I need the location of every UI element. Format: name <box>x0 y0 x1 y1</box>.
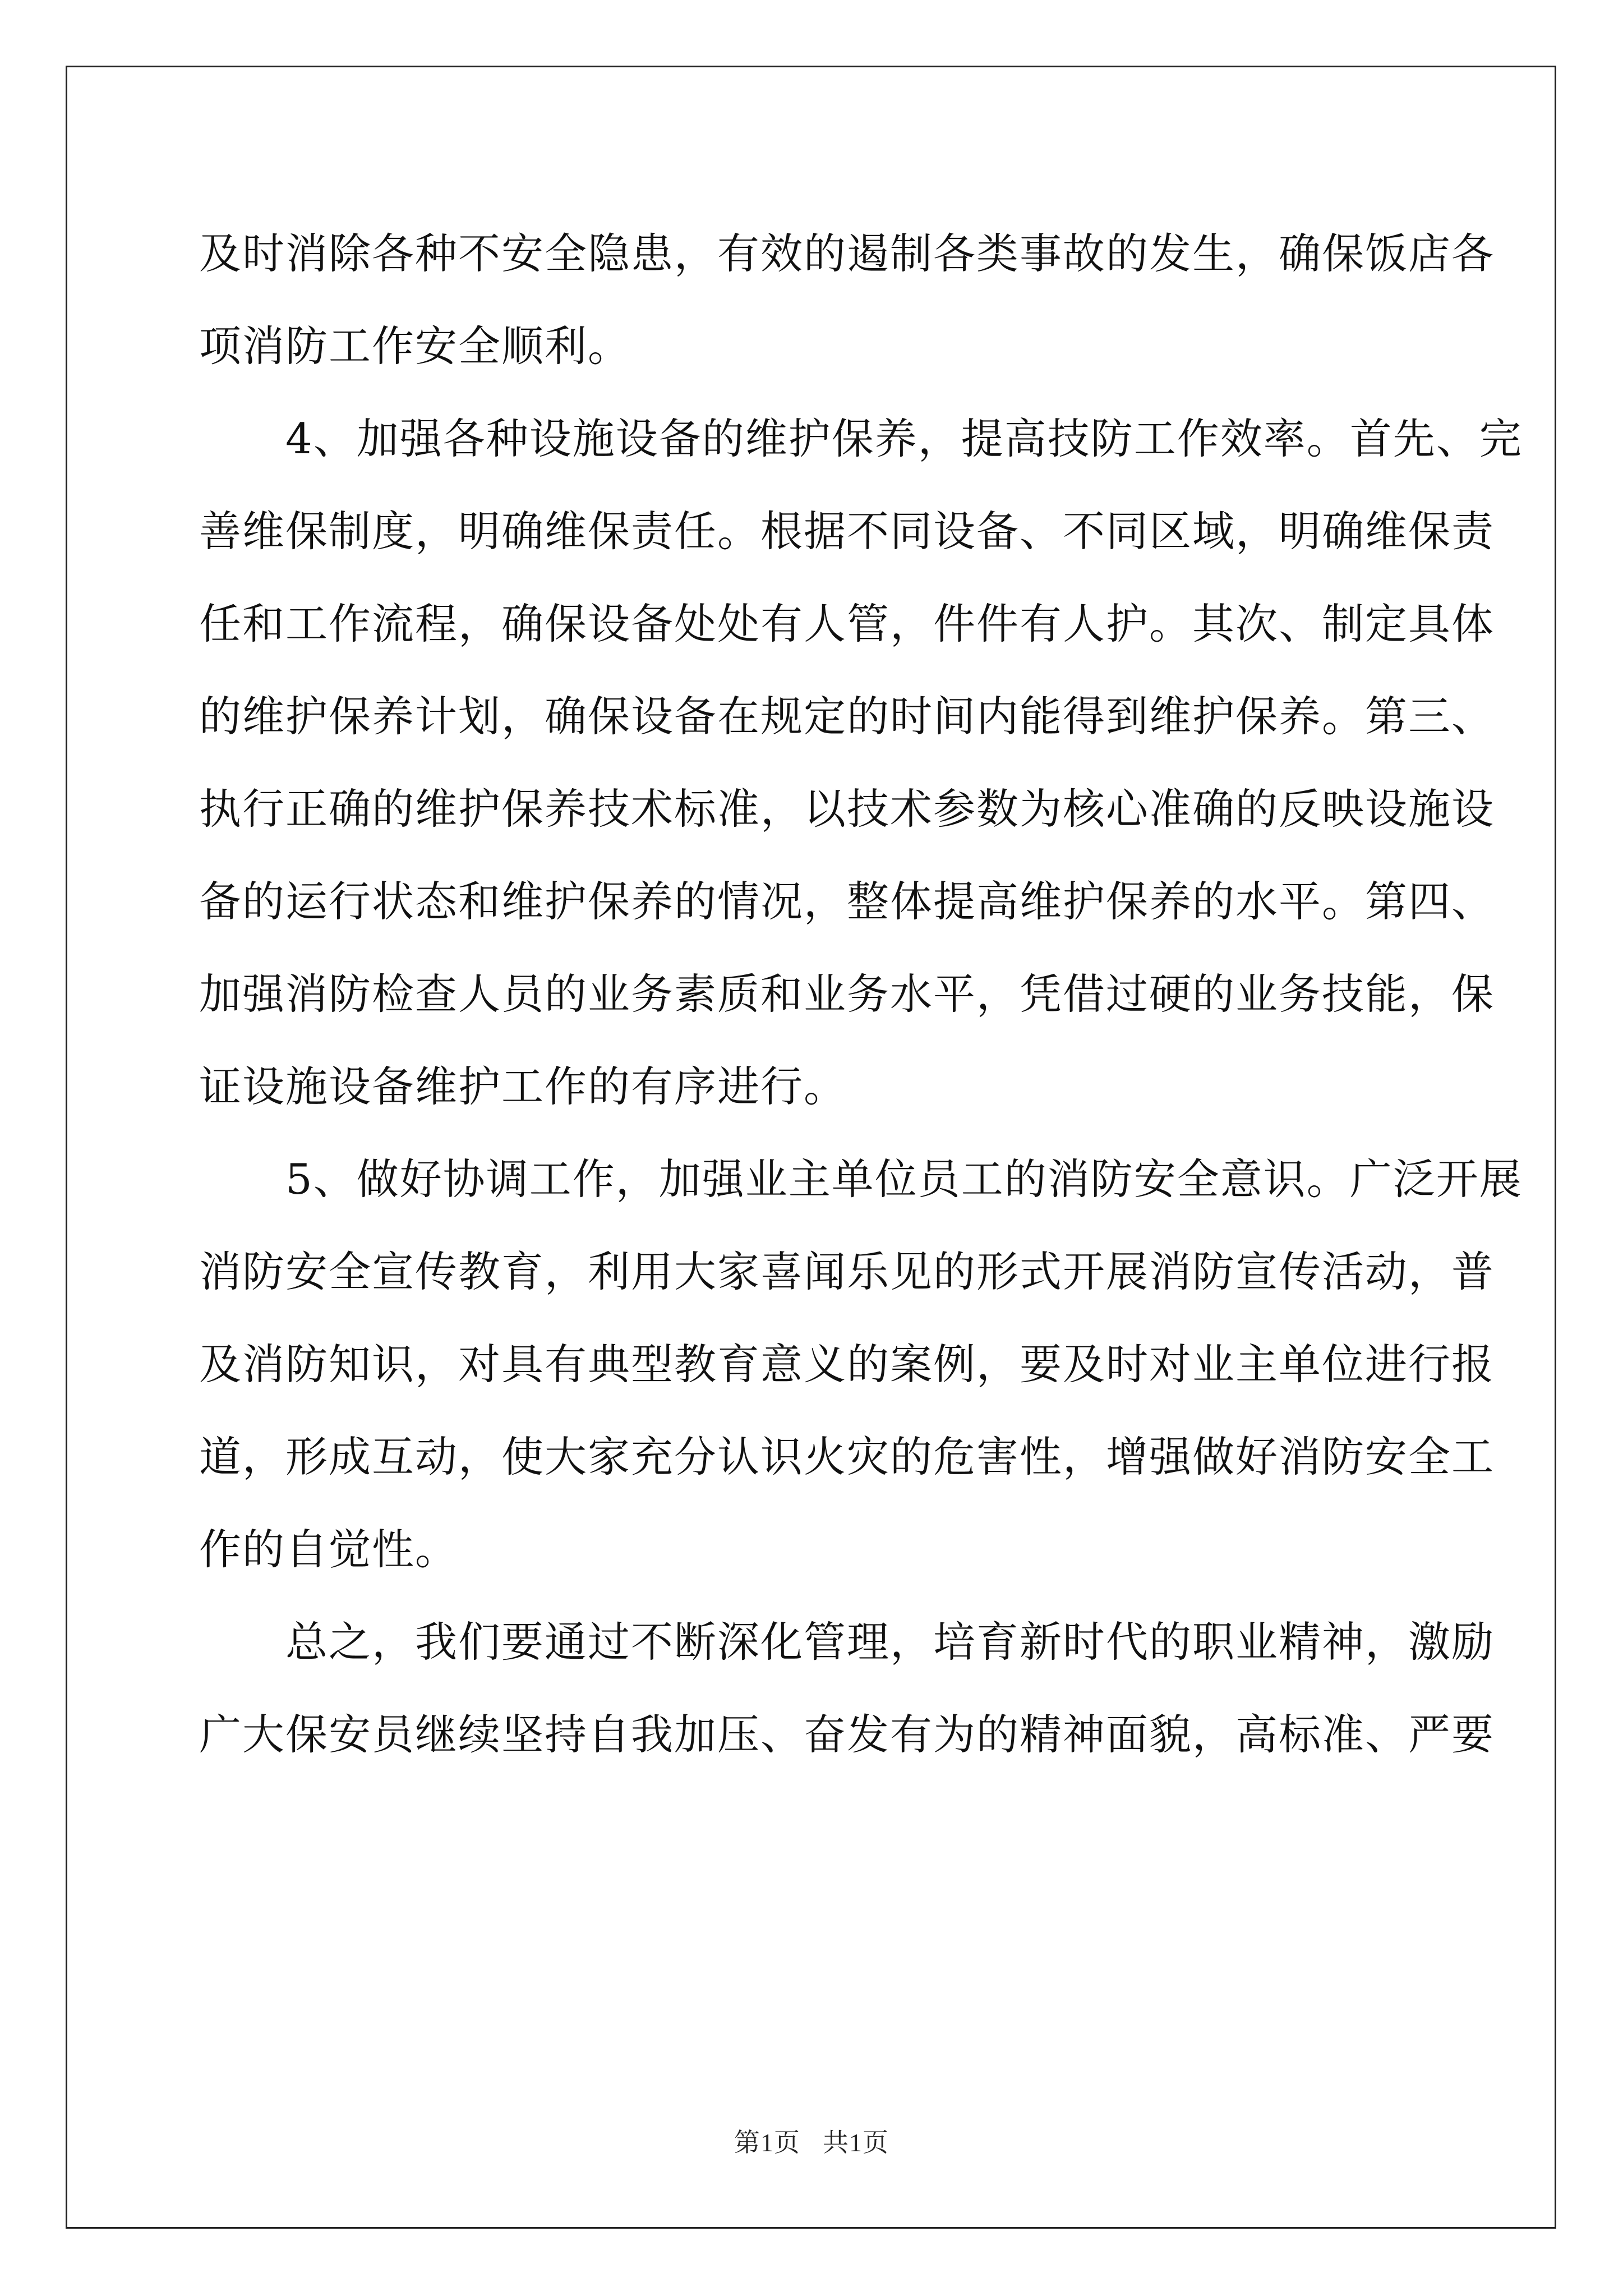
document-body <box>199 208 1523 1781</box>
text-line: 项消防工作安全顺利。 <box>199 321 631 371</box>
page-number: 第1页 <box>734 2128 800 2157</box>
text-line: 道，形成互动，使大家充分认识火灾的危害性，增强做好消防安全工 <box>199 1432 1495 1481</box>
text-line: 执行正确的维护保养技术标准，以技术参数为核心准确的反映设施设 <box>199 784 1495 834</box>
page-footer <box>0 2122 1623 2159</box>
text-line: 总之，我们要通过不断深化管理，培育新时代的职业精神，激励 <box>199 1617 1495 1667</box>
text-line: 及时消除各种不安全隐患，有效的遏制各类事故的发生，确保饭店各 <box>199 229 1495 278</box>
text-line: 作的自觉性。 <box>199 1525 459 1574</box>
page-total: 共1页 <box>823 2128 889 2157</box>
text-line: 的维护保养计划，确保设备在规定的时间内能得到维护保养。第三、 <box>199 692 1495 741</box>
text-line: 广大保安员继续坚持自我加压、奋发有为的精神面貌，高标准、严要 <box>199 1710 1495 1759</box>
text-line: 任和工作流程，确保设备处处有人管，件件有人护。其次、制定具体 <box>199 599 1495 648</box>
text-line: 备的运行状态和维护保养的情况，整体提高维护保养的水平。第四、 <box>199 877 1495 926</box>
text-line: 证设施设备维护工作的有序进行。 <box>199 1062 847 1111</box>
text-line: 善维保制度，明确维保责任。根据不同设备、不同区域，明确维保责 <box>199 507 1495 556</box>
text-line: 4、加强各种设施设备的维护保养，提高技防工作效率。首先、完 <box>199 414 1523 463</box>
text-line: 消防安全宣传教育，利用大家喜闻乐见的形式开展消防宣传活动，普 <box>199 1247 1495 1296</box>
text-line: 及消防知识，对具有典型教育意义的案例，要及时对业主单位进行报 <box>199 1340 1495 1389</box>
text-line: 5、做好协调工作，加强业主单位员工的消防安全意识。广泛开展 <box>199 1154 1523 1204</box>
text-line: 加强消防检查人员的业务素质和业务水平，凭借过硬的业务技能，保 <box>199 969 1495 1019</box>
